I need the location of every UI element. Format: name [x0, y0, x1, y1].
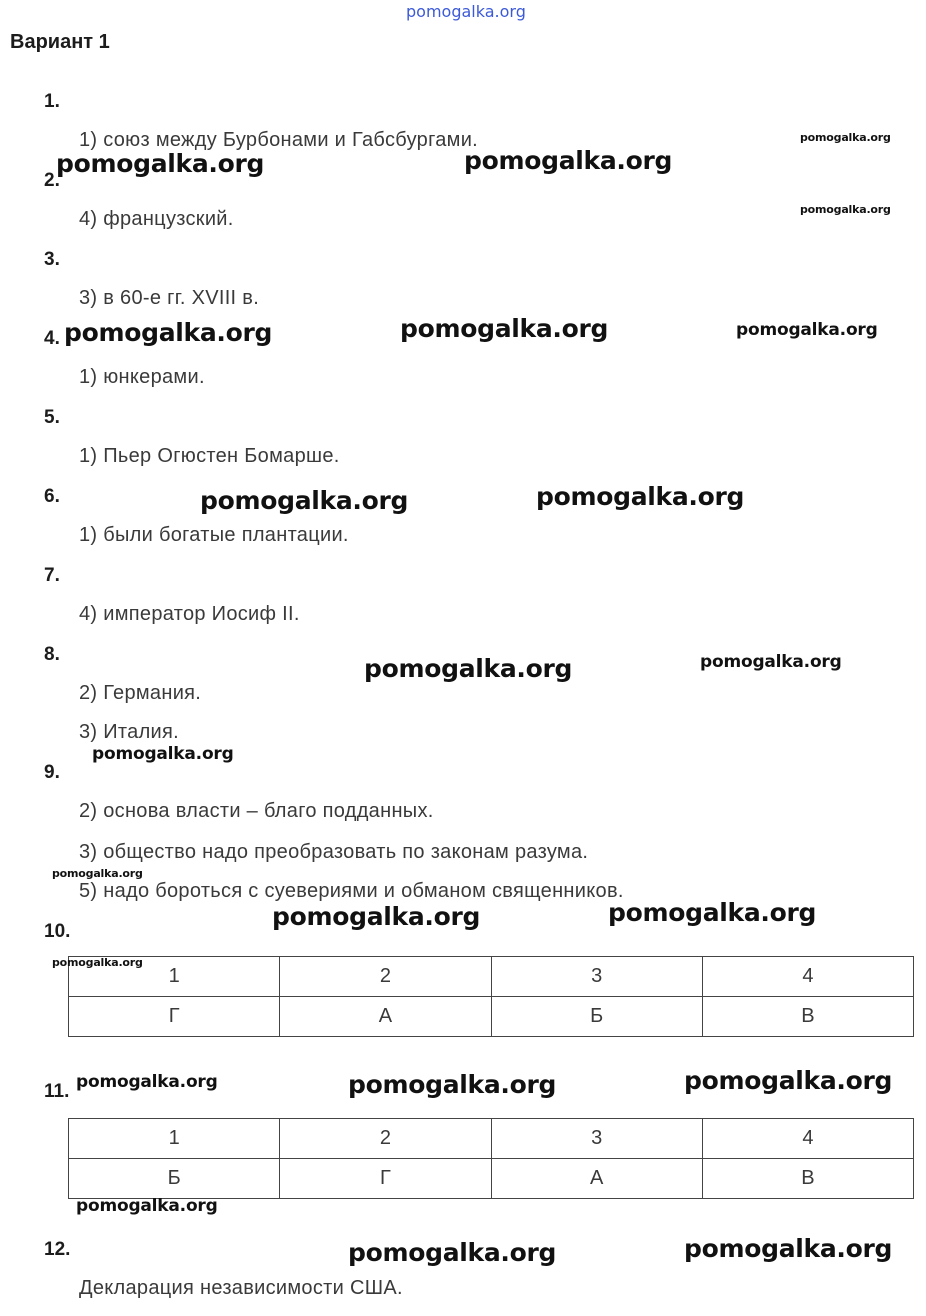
- watermark: pomogalka.org: [348, 1238, 557, 1267]
- question-number: 7.: [44, 565, 60, 586]
- watermark: pomogalka.org: [800, 203, 891, 216]
- watermark: pomogalka.org: [348, 1070, 557, 1099]
- question-number: 11.: [44, 1081, 70, 1102]
- watermark: pomogalka.org: [76, 1196, 218, 1216]
- table-row: [69, 1159, 914, 1199]
- table-cell: В: [702, 997, 913, 1037]
- table-cell: 1: [69, 957, 280, 997]
- answer-text: 1) Пьер Огюстен Бомарше.: [79, 445, 340, 467]
- question-number: 6.: [44, 486, 60, 507]
- table-cell: 2: [280, 957, 491, 997]
- watermark: pomogalka.org: [800, 131, 891, 144]
- answer-text: 1) юнкерами.: [79, 366, 205, 388]
- table-cell: 4: [702, 957, 913, 997]
- watermark: pomogalka.org: [56, 149, 265, 178]
- question-number: 4.: [44, 328, 60, 349]
- answer-text: 2) основа власти – благо подданных.: [79, 800, 434, 822]
- question-number: 10.: [44, 921, 71, 942]
- watermark: pomogalka.org: [200, 486, 409, 515]
- table-cell: Г: [69, 997, 280, 1037]
- table-header-row: [69, 1119, 914, 1159]
- watermark: pomogalka.org: [52, 867, 143, 880]
- watermark: pomogalka.org: [76, 1072, 218, 1092]
- question-number: 2.: [44, 170, 60, 191]
- question-number: 3.: [44, 249, 60, 270]
- question-number: 12.: [44, 1239, 71, 1260]
- watermark: pomogalka.org: [684, 1234, 893, 1263]
- watermark: pomogalka.org: [700, 652, 842, 672]
- answer-text: 3) Италия.: [79, 721, 180, 743]
- page-title: Вариант 1: [10, 31, 110, 53]
- table-cell: Г: [280, 1159, 491, 1199]
- watermark: pomogalka.org: [736, 320, 878, 340]
- question-number: 1.: [44, 91, 60, 112]
- table-cell: В: [702, 1159, 913, 1199]
- answer-text: 3) общество надо преобразовать по законам разума.: [79, 841, 589, 863]
- watermark: pomogalka.org: [464, 146, 673, 175]
- table-cell: 1: [69, 1119, 280, 1159]
- answer-table-10: [68, 956, 914, 1037]
- watermark: pomogalka.org: [272, 902, 481, 931]
- table-cell: Б: [491, 997, 702, 1037]
- question-number: 5.: [44, 407, 60, 428]
- table-cell: 3: [491, 957, 702, 997]
- watermark: pomogalka.org: [608, 898, 817, 927]
- watermark: pomogalka.org: [92, 744, 234, 764]
- table-cell: Б: [69, 1159, 280, 1199]
- table-row: [69, 997, 914, 1037]
- answer-text: 1) были богатые плантации.: [79, 524, 349, 546]
- answer-text: 4) французский.: [79, 208, 234, 230]
- watermark: pomogalka.org: [52, 956, 143, 969]
- answer-text: 4) император Иосиф II.: [79, 603, 300, 625]
- table-header-row: [69, 957, 914, 997]
- table-cell: 2: [280, 1119, 491, 1159]
- table-cell: А: [280, 997, 491, 1037]
- table-cell: 4: [702, 1119, 913, 1159]
- question-number: 9.: [44, 762, 60, 783]
- watermark: pomogalka.org: [364, 654, 573, 683]
- watermark: pomogalka.org: [536, 482, 745, 511]
- answer-text: 2) Германия.: [79, 682, 202, 704]
- table-cell: А: [491, 1159, 702, 1199]
- question-number: 8.: [44, 644, 60, 665]
- watermark: pomogalka.org: [64, 318, 273, 347]
- answer-text: 1) союз между Бурбонами и Габсбургами.: [79, 129, 479, 151]
- answer-text: 5) надо бороться с суевериями и обманом священников.: [79, 880, 624, 902]
- site-watermark-top: pomogalka.org: [406, 2, 526, 21]
- table-cell: 3: [491, 1119, 702, 1159]
- answer-text: 3) в 60-е гг. XVIII в.: [79, 287, 260, 309]
- answer-text: Декларация независимости США.: [79, 1277, 403, 1299]
- watermark: pomogalka.org: [400, 314, 609, 343]
- watermark: pomogalka.org: [684, 1066, 893, 1095]
- answer-table-11: [68, 1118, 914, 1199]
